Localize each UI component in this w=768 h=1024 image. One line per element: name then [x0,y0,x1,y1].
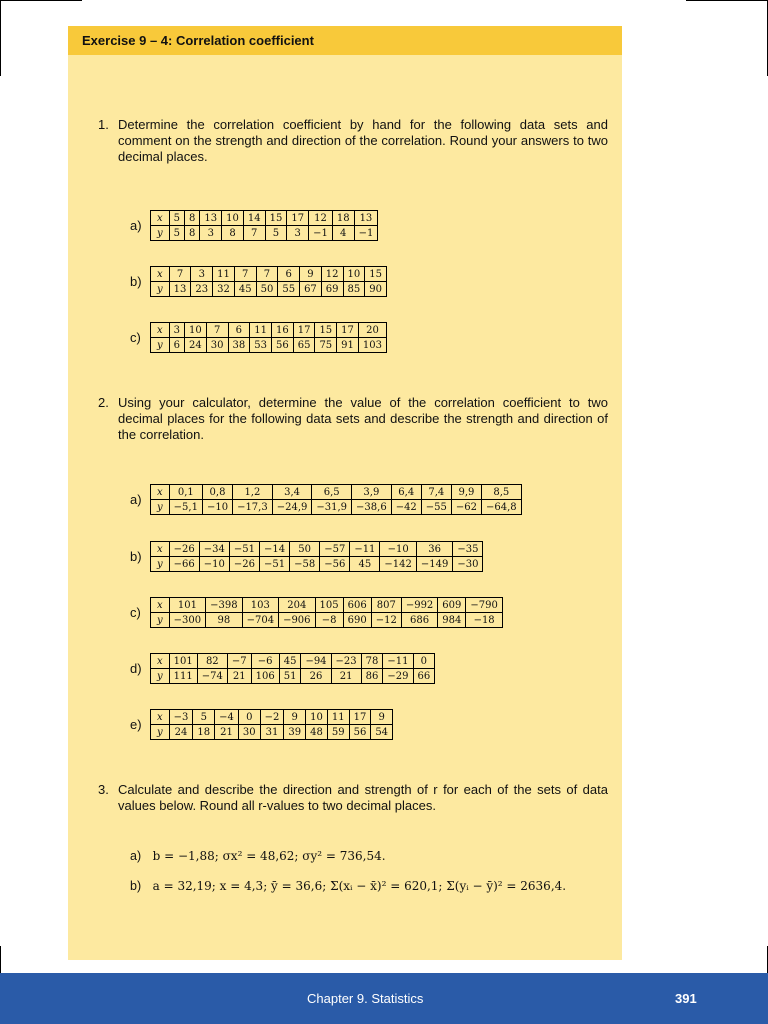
table-row-x [151,542,483,557]
table-cell: 31 [260,725,284,740]
table-row-y [151,725,393,740]
variable-y-header: y [151,338,170,353]
table-cell: −704 [242,613,278,628]
table-cell: −2 [260,710,284,725]
table-cell: −51 [229,542,259,557]
page-footer [0,973,768,1024]
table-cell: 7 [256,267,278,282]
table-cell: 0 [413,654,435,669]
table-cell: −55 [421,500,451,515]
table-cell: 24 [185,338,207,353]
table-cell: 0,1 [169,485,202,500]
table-cell: −24,9 [272,500,312,515]
table-cell: 17 [293,323,315,338]
table-cell: −300 [169,613,205,628]
table-cell: 23 [191,282,213,297]
table-cell: −38,6 [352,500,392,515]
question-1 [98,117,608,165]
xy-table [150,597,503,628]
table-cell: 21 [331,669,361,684]
table-cell: 103 [242,598,278,613]
variable-y-header: y [151,725,170,740]
table-cell: 11 [327,710,349,725]
data-table-q1-1 [130,210,378,241]
table-cell: 9 [300,267,322,282]
table-cell: 13 [354,211,378,226]
table-label: a) [130,492,142,507]
table-cell: −31,9 [312,500,352,515]
table-cell: 7 [243,226,265,241]
xy-table [150,541,483,572]
variable-x-header: x [151,542,170,557]
table-cell: −11 [383,654,413,669]
table-cell: 16 [271,323,293,338]
table-cell: 12 [321,267,343,282]
table-cell: −398 [206,598,242,613]
table-row-y [151,557,483,572]
table-cell: 7 [206,323,228,338]
table-cell: 45 [350,557,380,572]
table-cell: −10 [202,500,232,515]
xy-table [150,322,387,353]
data-table-q2-3 [130,597,503,628]
table-cell: 8 [222,226,244,241]
table-cell: 39 [284,725,306,740]
table-row-x [151,485,522,500]
question-3-number: 3. [98,782,109,797]
table-row-y [151,613,503,628]
table-cell: 5 [169,211,184,226]
table-cell: 111 [169,669,197,684]
table-cell: 54 [375,726,389,738]
question-3b-label: b) [130,879,142,893]
table-cell: 56 [349,725,371,740]
table-cell: 8 [185,211,200,226]
table-cell: −14 [259,542,289,557]
table-cell: 48 [306,725,328,740]
table-cell: −74 [197,669,227,684]
table-cell: 55 [278,282,300,297]
table-cell: −29 [383,669,413,684]
table-cell: 78 [361,654,383,669]
table-cell: 11 [250,323,272,338]
variable-x-header: x [151,654,170,669]
variable-y-header: y [151,282,170,297]
table-cell: −26 [169,542,199,557]
table-cell: −8 [315,613,343,628]
xy-table [150,266,387,297]
data-table-q1-3 [130,322,387,353]
table-row-x [151,211,378,226]
table-row-x [151,267,387,282]
table-cell: 17 [287,211,309,226]
table-cell: 30 [206,338,228,353]
question-3a-label: a) [130,849,142,863]
table-cell: 85 [343,282,365,297]
variable-y-header: y [151,613,170,628]
table-label: b) [130,274,142,289]
table-cell: −10 [380,542,416,557]
table-cell: 20 [358,323,386,338]
table-cell: −42 [391,500,421,515]
table-cell: 10 [343,267,365,282]
table-cell: 67 [300,282,322,297]
table-cell: 1,2 [233,485,273,500]
table-cell: 10 [185,323,207,338]
table-cell: −4 [215,710,239,725]
table-cell: 50 [256,282,278,297]
table-cell: 13 [169,282,191,297]
table-cell: 984 [438,613,466,628]
table-cell: 6,5 [312,485,352,500]
table-cell: −64,8 [486,501,517,513]
table-cell: 3 [169,323,184,338]
table-cell: −10 [199,557,229,572]
table-cell: 106 [251,669,279,684]
table-cell: −26 [229,557,259,572]
table-cell: 45 [234,282,256,297]
table-cell: −30 [457,558,479,570]
table-cell: 13 [200,211,222,226]
table-cell: 21 [215,725,239,740]
table-row-y [151,226,378,241]
table-cell: 65 [293,338,315,353]
table-cell: 15 [315,323,337,338]
table-label: d) [130,661,142,676]
xy-table [150,653,435,684]
question-3 [98,782,608,814]
table-cell: 30 [238,725,260,740]
table-cell: −23 [331,654,361,669]
variable-x-header: x [151,211,170,226]
table-cell: −1 [358,227,374,239]
table-cell: 75 [315,338,337,353]
xy-table [150,709,393,740]
table-label: b) [130,549,142,564]
table-cell: 10 [222,211,244,226]
table-cell: −17,3 [233,500,273,515]
variable-x-header: x [151,267,170,282]
table-cell: 101 [169,654,197,669]
table-cell: 3 [191,267,213,282]
variable-x-header: x [151,323,170,338]
table-cell: 103 [362,339,382,351]
table-cell: 18 [193,725,215,740]
table-cell: −149 [416,557,452,572]
table-cell: 24 [169,725,193,740]
table-cell: 4 [332,226,354,241]
crop-mark-top-left-v [0,0,1,76]
table-cell: 66 [417,670,431,682]
variable-y-header: y [151,669,170,684]
data-table-q2-2 [130,541,483,572]
table-cell: 101 [169,598,205,613]
crop-mark-bottom-left-v [0,946,1,973]
table-cell: 9 [284,710,306,725]
table-cell: 9 [371,710,393,725]
variable-x-header: x [151,485,170,500]
table-cell: 91 [337,338,359,353]
table-cell: 807 [371,598,401,613]
question-3a [130,847,610,865]
table-cell: 0 [238,710,260,725]
table-row-x [151,323,387,338]
table-cell: 3,9 [352,485,392,500]
footer-chapter: Chapter 9. Statistics [307,991,424,1006]
table-label: c) [130,605,141,620]
table-cell: −56 [320,557,350,572]
variable-x-header: x [151,710,170,725]
table-cell: 7,4 [421,485,451,500]
table-cell: −3 [169,710,193,725]
table-cell: 105 [315,598,343,613]
table-cell: 56 [271,338,293,353]
table-cell: −94 [301,654,331,669]
data-table-q2-5 [130,709,393,740]
table-cell: 17 [337,323,359,338]
table-cell: 3 [200,226,222,241]
table-row-y [151,338,387,353]
question-3b-text: a = 32,19; x = 4,3; ȳ = 36,6; Σ(xᵢ − x̄)² = 620,1; Σ(yᵢ − ȳ)² = 2636,4. [152,879,567,893]
table-cell: 59 [327,725,349,740]
table-cell: −62 [451,500,481,515]
table-cell: 6 [228,323,250,338]
table-cell: 15 [365,267,387,282]
table-cell: 15 [265,211,287,226]
question-3a-text: b = −1,88; σx² = 48,62; σy² = 736,54. [152,849,386,863]
table-cell: 12 [309,211,333,226]
table-cell: 10 [306,710,328,725]
table-cell: 9,9 [451,485,481,500]
table-cell: −66 [169,557,199,572]
table-cell: −51 [259,557,289,572]
table-cell: 50 [290,542,320,557]
table-cell: −906 [279,613,315,628]
data-table-q1-2 [130,266,387,297]
table-cell: 5 [265,226,287,241]
table-cell: −142 [380,557,416,572]
table-cell: −35 [453,542,483,557]
question-3-text: Calculate and describe the direction and strength of r for each of the sets of data values below. Round all r-values to two decimal places. [118,782,608,813]
page-number: 391 [675,991,697,1006]
table-cell: −5,1 [169,500,202,515]
exercise-title: Exercise 9 – 4: Correlation coefficient [68,26,622,55]
table-cell: 0,8 [202,485,232,500]
table-row-y [151,500,522,515]
table-cell: 5 [169,226,184,241]
xy-table [150,210,378,241]
table-cell: 5 [193,710,215,725]
table-cell: 17 [349,710,371,725]
table-cell: 36 [416,542,452,557]
question-2-text: Using your calculator, determine the value of the correlation coefficient to two decimal places for the following data sets and describe the strength and direction of the correlation. [118,395,608,442]
xy-table [150,484,522,515]
table-cell: 3 [287,226,309,241]
variable-y-header: y [151,226,170,241]
table-cell: −6 [251,654,279,669]
table-cell: −992 [401,598,437,613]
table-cell: 45 [279,654,301,669]
table-cell: 32 [213,282,235,297]
table-row-x [151,710,393,725]
crop-mark-top-left-h [0,0,82,1]
table-cell: 14 [243,211,265,226]
table-cell: 11 [213,267,235,282]
variable-y-header: y [151,500,170,515]
table-cell: −12 [371,613,401,628]
table-cell: 6 [278,267,300,282]
variable-x-header: x [151,598,170,613]
question-1-number: 1. [98,117,109,132]
table-cell: 606 [343,598,371,613]
table-cell: 7 [169,267,191,282]
table-cell: 90 [369,283,382,295]
data-table-q2-4 [130,653,435,684]
table-cell: 3,4 [272,485,312,500]
table-cell: 609 [438,598,466,613]
table-cell: 6 [169,338,184,353]
table-cell: −18 [473,614,495,626]
table-label: c) [130,330,141,345]
table-cell: −58 [290,557,320,572]
question-2-number: 2. [98,395,109,410]
table-cell: 18 [332,211,354,226]
table-cell: 204 [279,598,315,613]
table-cell: 98 [206,613,242,628]
table-cell: −34 [199,542,229,557]
table-cell: 51 [279,669,301,684]
table-row-y [151,282,387,297]
table-cell: −1 [309,226,333,241]
table-row-x [151,598,503,613]
table-cell: −11 [350,542,380,557]
table-cell: −57 [320,542,350,557]
data-table-q2-1 [130,484,522,515]
table-cell: 86 [361,669,383,684]
table-cell: 7 [234,267,256,282]
table-cell: −790 [466,598,502,613]
table-cell: 690 [343,613,371,628]
exercise-box [68,26,622,960]
table-cell: 53 [250,338,272,353]
table-cell: 26 [301,669,331,684]
table-cell: 38 [228,338,250,353]
table-label: a) [130,218,142,233]
table-cell: 69 [321,282,343,297]
table-cell: 82 [197,654,227,669]
variable-y-header: y [151,557,170,572]
table-cell: 686 [401,613,437,628]
table-cell: 6,4 [391,485,421,500]
question-1-text: Determine the correlation coefficient by hand for the following data sets and comment on the strength and direction of the correlation. Round your answers to two decimal places. [118,117,608,164]
table-cell: −7 [227,654,251,669]
table-cell: 21 [227,669,251,684]
table-cell: 8,5 [482,485,522,500]
table-label: e) [130,717,142,732]
table-row-y [151,669,435,684]
question-2 [98,395,608,443]
crop-mark-top-right-h [686,0,768,1]
question-3b [130,877,610,895]
table-cell: 8 [185,226,200,241]
table-row-x [151,654,435,669]
